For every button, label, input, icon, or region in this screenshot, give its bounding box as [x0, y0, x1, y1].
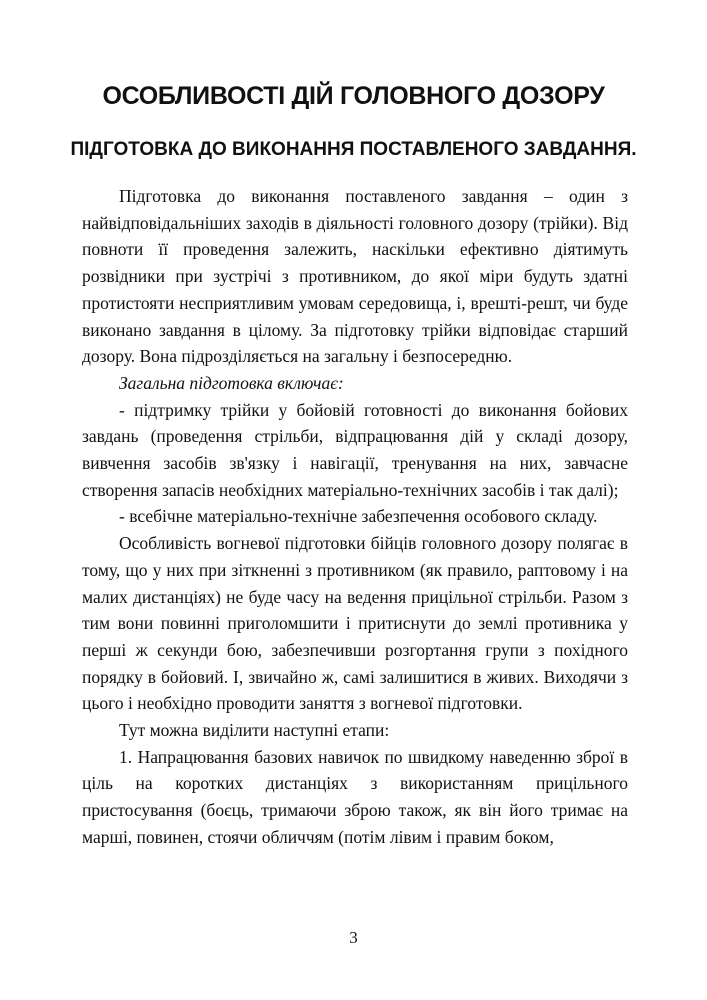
paragraph-general-prep-heading: Загальна підготовка включає: [119, 372, 344, 393]
page-number: 3 [349, 928, 358, 947]
body-text [82, 183, 628, 851]
list-item-stage-1: 1. Напрацювання базових навичок по швидкому наведенню зброї в ціль на коротких дистанціях з використанням прицільного пристосування (боєць, тримаючи зброю також, як він його тримає на марші, повинен, стоячи обличчям (потім лівим і правим боком, [82, 746, 628, 847]
page-title: ОСОБЛИВОСТІ ДІЙ ГОЛОВНОГО ДОЗОРУ [102, 82, 605, 110]
paragraph-intro: Підготовка до виконання поставленого завдання – один з найвідповідальніших заходів в діяльності головного дозору (трійки). Від повноти її проведення залежить, наскільки ефективно діятимуть розвідники при зустрічі з противником, до якої міри будуть здатні протистояти несприятливим умовам середовища, і, врешті-решт, чи буде виконано завдання в цілому. За підготовку трійки відповідає старший дозору. Вона підрозділяється на загальну і безпосередню. [82, 186, 628, 367]
paragraph-fire-training: Особливість вогневої підготовки бійців головного дозору полягає в тому, що у них при зіткненні з противником (як правило, раптовому і на малих дистанціях) не буде часу на ведення прицільної стрільби. Разом з тим вони повинні приголомшити і притиснути до землі противника у перші ж секунди бою, забезпечивши розгортання групи з похідного порядку в бойовий. І, звичайно ж, самі залишитися в живих. Виходячи з цього і необхідно проводити заняття з вогневої підготовки. [82, 533, 628, 714]
paragraph-stages-intro: Тут можна виділити наступні етапи: [119, 720, 390, 741]
list-item-supply: - всебічне матеріально-технічне забезпечення особового складу. [119, 506, 598, 527]
section-heading: ПІДГОТОВКА ДО ВИКОНАННЯ ПОСТАВЛЕНОГО ЗАВДАННЯ. [70, 139, 637, 160]
list-item-readiness: - підтримку трійки у бойовій готовності до виконання бойових завдань (проведення стрільби, відпрацювання дій у складі дозору, вивчення засобів зв'язку і навігації, тренування на них, завчасне створення запасів необхідних матеріально-технічних засобів і так далі); [82, 399, 628, 500]
